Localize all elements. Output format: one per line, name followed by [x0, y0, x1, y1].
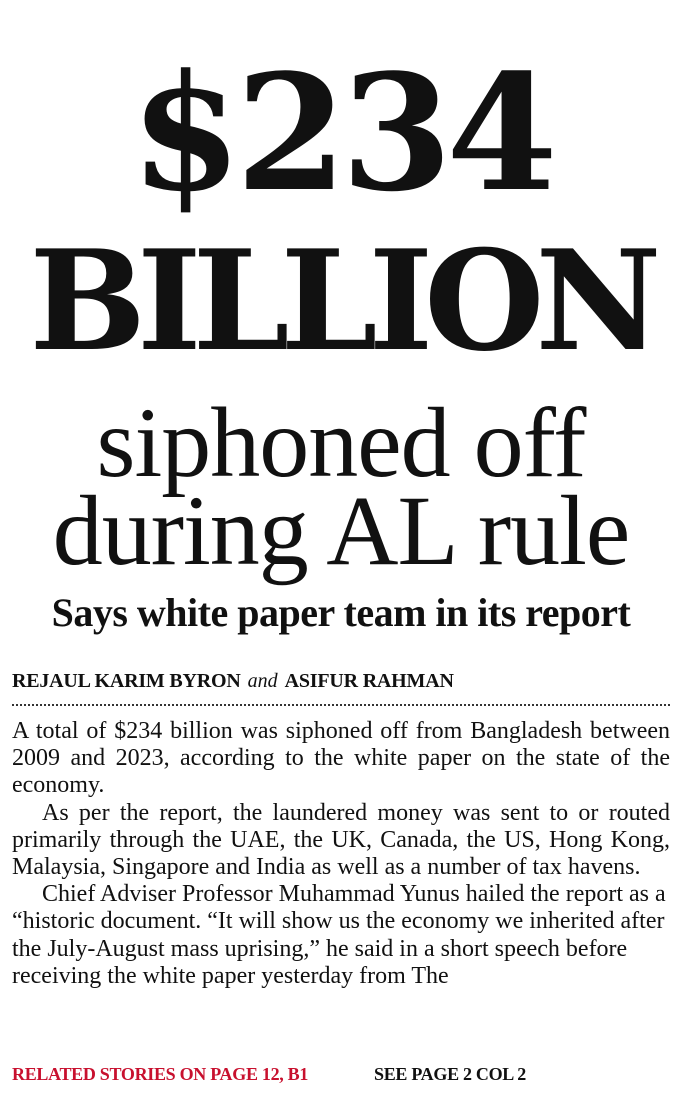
subheadline: Says white paper team in its report	[51, 590, 631, 635]
continued-jump-label: SEE PAGE 2 COL 2	[374, 1064, 526, 1084]
author-name: REJAUL KARIM BYRON	[12, 670, 241, 692]
body-paragraph: Chief Adviser Professor Muhammad Yunus hailed the report as a “historic document. “It will show us the economy we inherited after the July-August mass uprising,” he said in a short speech before receiving the white paper yesterday from The	[12, 881, 666, 989]
headline-siphoned-off: siphoned off	[96, 387, 586, 498]
related-stories-link[interactable]	[12, 1062, 308, 1086]
related-stories-label[interactable]: RELATED STORIES ON PAGE 12, B1	[12, 1064, 309, 1084]
author-name: ASIFUR RAHMAN	[284, 670, 454, 692]
byline	[12, 668, 454, 694]
headline-during-al-rule: during AL rule	[52, 475, 630, 586]
body-paragraph: A total of $234 billion was siphoned off from Bangladesh between 2009 and 2023, according to the white paper on the state of the economy.	[12, 718, 670, 799]
headline-billion: BILLION	[29, 219, 653, 382]
body-paragraph: As per the report, the laundered money was sent to or routed primarily through the UAE, the UK, Canada, the US, Hong Kong, Malaysia, Singapore and India as well as a number of tax havens.	[12, 799, 670, 881]
byline-conjunction: and	[247, 670, 278, 692]
headline-amount: $234	[130, 39, 552, 227]
article-body	[12, 718, 670, 990]
dotted-divider	[12, 704, 670, 706]
